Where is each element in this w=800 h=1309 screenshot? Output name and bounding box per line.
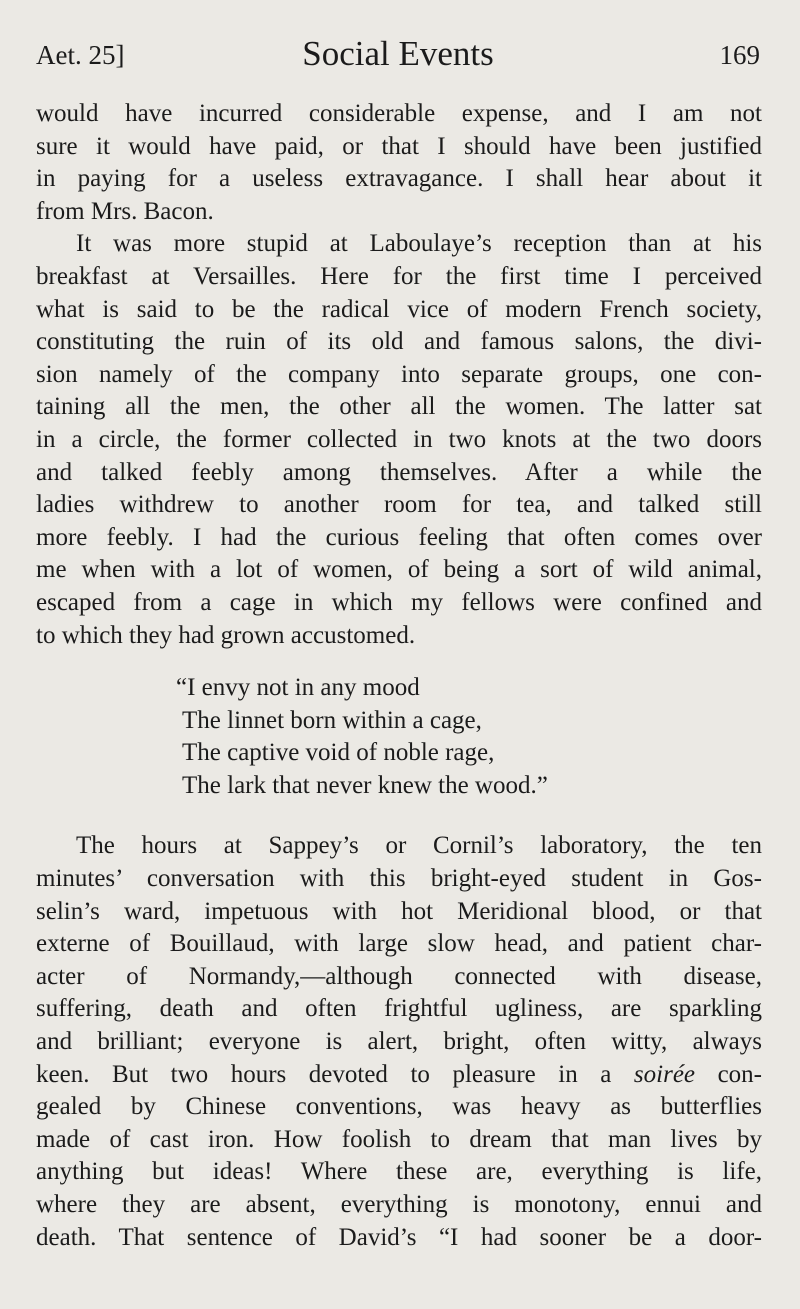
header-age-note: Aet. 25] xyxy=(36,40,125,70)
paragraph xyxy=(36,228,762,652)
text-line: death. That sentence of David’s “I had sooner be a door- xyxy=(36,1223,762,1251)
text-line: to which they had grown accustomed. xyxy=(36,621,416,649)
paragraph xyxy=(36,830,762,1254)
text-line xyxy=(36,1059,762,1092)
text-line: would have incurred considerable expense, and I am not xyxy=(36,100,762,127)
text-line: minutes’ conversation with this bright-eyed student in Gos- xyxy=(36,865,762,893)
text-line: in paying for a useless extravagance. I shall hear about it xyxy=(36,165,762,193)
text-line: The hours at Sappey’s or Cornil’s laboratory, the ten xyxy=(76,832,762,860)
text-line: escaped from a cage in which my fellows were confined and xyxy=(36,588,762,616)
text-line: what is said to be the radical vice of modern French society, xyxy=(36,295,762,323)
text-line: sure it would have paid, or that I should have been justified xyxy=(36,132,762,160)
verse-line: The linnet born within a cage, xyxy=(182,706,482,734)
text-line: taining all the men, the other all the women. The latter sat xyxy=(36,393,762,421)
verse-quotation xyxy=(36,672,762,802)
text-line: constituting the ruin of its old and famous salons, the divi- xyxy=(36,328,762,356)
text-line: me when with a lot of women, of being a sort of wild animal, xyxy=(36,556,762,584)
text-line: anything but ideas! Where these are, everything is life, xyxy=(36,1158,762,1186)
text-line: made of cast iron. How foolish to dream that man lives by xyxy=(36,1125,762,1153)
italic-word: soirée xyxy=(633,1060,696,1088)
page-number: 169 xyxy=(719,40,760,70)
text-line: gealed by Chinese conventions, was heavy as butterflies xyxy=(36,1093,762,1121)
running-header xyxy=(36,34,760,78)
text-line: from Mrs. Bacon. xyxy=(36,197,214,225)
text-line: more feebly. I had the curious feeling that often comes over xyxy=(36,523,762,551)
text-line: where they are absent, everything is monotony, ennui and xyxy=(36,1191,762,1218)
verse-line: The lark that never knew the wood.” xyxy=(182,771,548,799)
body-text xyxy=(36,98,762,1254)
text-line: selin’s ward, impetuous with hot Meridional blood, or that xyxy=(36,897,762,925)
text-line: in a circle, the former collected in two knots at the two doors xyxy=(36,425,762,453)
text-line: and talked feebly among themselves. After a while the xyxy=(36,458,762,486)
verse-line: “I envy not in any mood xyxy=(176,674,420,702)
text-line: externe of Bouillaud, with large slow head, and patient char- xyxy=(36,930,762,958)
text-run: keen. But two hours devoted to pleasure in a xyxy=(36,1060,612,1088)
text-line: acter of Normandy,—although connected with disease, xyxy=(36,962,762,990)
text-line: sion namely of the company into separate groups, one con- xyxy=(36,360,762,388)
verse-line: The captive void of noble rage, xyxy=(182,739,495,767)
text-line: breakfast at Versailles. Here for the first time I perceived xyxy=(36,262,762,290)
paragraph xyxy=(36,98,762,228)
text-line: suffering, death and often frightful ugliness, are sparkling xyxy=(36,995,762,1023)
text-line: It was more stupid at Laboulaye’s reception than at his xyxy=(76,230,762,258)
text-run: con- xyxy=(717,1060,762,1088)
text-line: and brilliant; everyone is alert, bright, often witty, always xyxy=(36,1028,762,1056)
text-line: ladies withdrew to another room for tea, and talked still xyxy=(36,491,762,519)
chapter-title: Social Events xyxy=(302,34,494,73)
